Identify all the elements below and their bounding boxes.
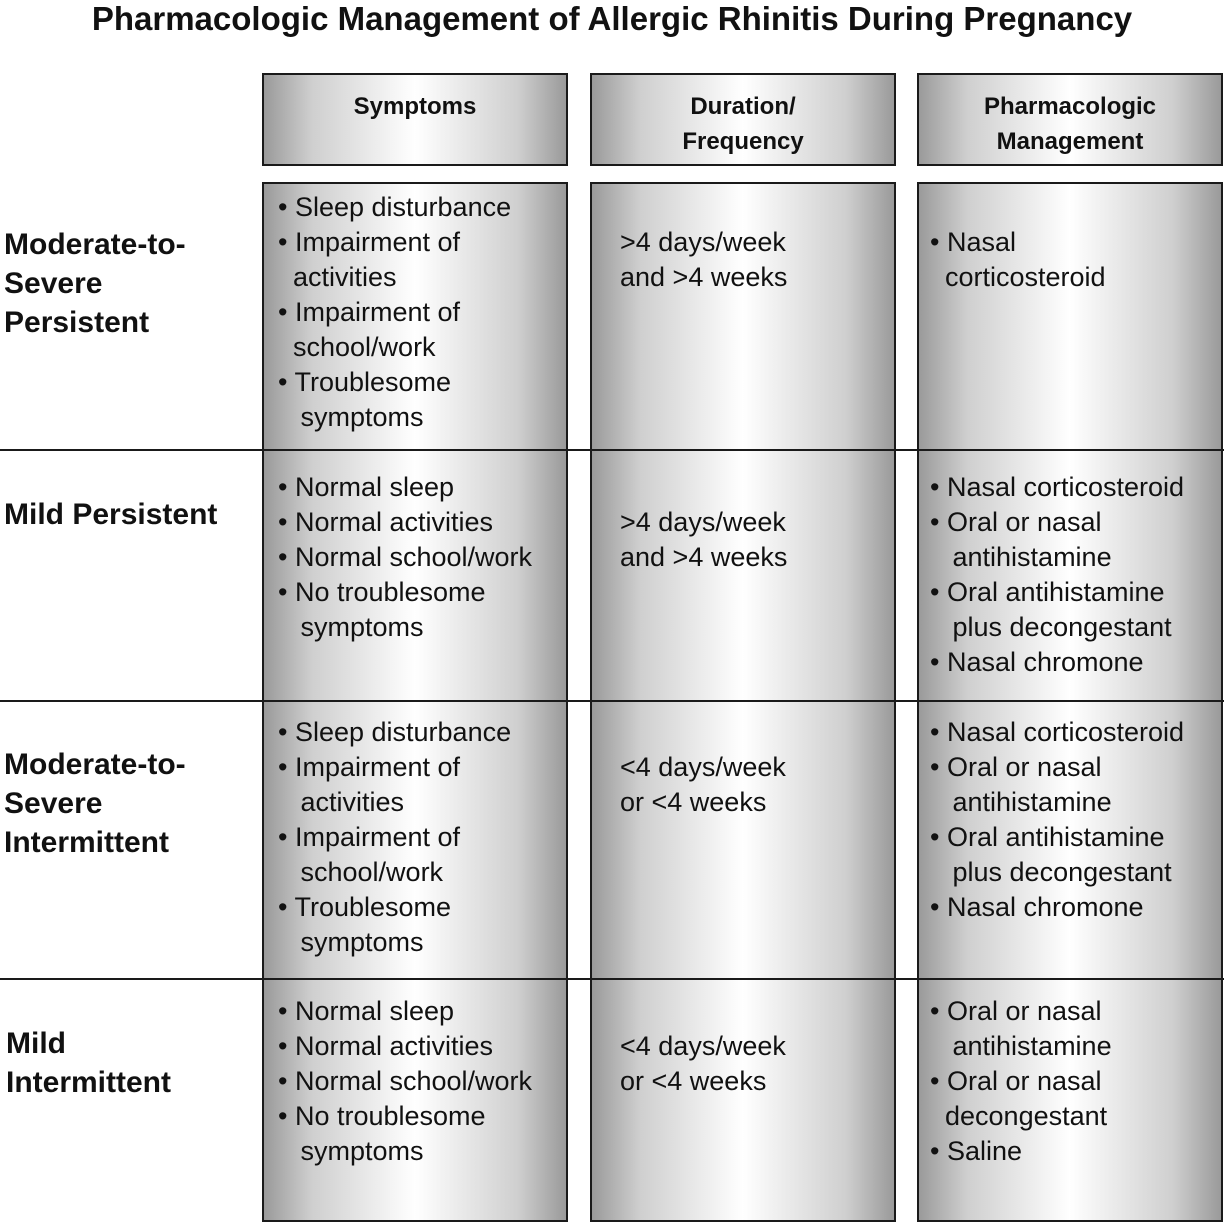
- header-symptoms-label: Symptoms: [353, 93, 477, 120]
- row-label-mild-persistent: Mild Persistent: [4, 498, 218, 531]
- row-divider: [0, 700, 1224, 702]
- symptoms-cell: • Normal sleep • Normal activities • Normal school/work • No troublesome symptoms: [278, 996, 533, 1166]
- header-duration-label: Duration/ Frequency: [682, 93, 804, 155]
- duration-cell: >4 days/week and >4 weeks: [620, 507, 788, 572]
- duration-cell: >4 days/week and >4 weeks: [620, 227, 788, 292]
- row-divider: [0, 978, 1224, 980]
- duration-cell: <4 days/week or <4 weeks: [620, 752, 786, 817]
- management-cell: • Nasal corticosteroid: [930, 227, 1106, 292]
- header-duration-frequency: [590, 73, 896, 166]
- header-pharmacologic-management: [917, 73, 1223, 166]
- header-management-label: Pharmacologic Management: [983, 93, 1157, 155]
- management-cell: • Nasal corticosteroid • Oral or nasal antihistamine • Oral antihistamine plus decongestant • Nasal chromone: [930, 472, 1185, 677]
- management-cell: • Oral or nasal antihistamine • Oral or nasal decongestant • Saline: [930, 996, 1112, 1166]
- symptoms-cell: • Normal sleep • Normal activities • Normal school/work • No troublesome symptoms: [278, 472, 533, 642]
- symptoms-cell: • Sleep disturbance • Impairment of activities • Impairment of school/work • Troublesome symptoms: [278, 192, 512, 432]
- row-label-moderate-severe-persistent: Moderate-to- Severe Persistent: [4, 228, 186, 339]
- management-cell: • Nasal corticosteroid • Oral or nasal antihistamine • Oral antihistamine plus decongestant • Nasal chromone: [930, 717, 1185, 922]
- header-symptoms: [262, 73, 568, 166]
- figure-title: Pharmacologic Management of Allergic Rhinitis During Pregnancy: [91, 0, 1133, 37]
- duration-cell: <4 days/week or <4 weeks: [620, 1031, 786, 1096]
- row-label-moderate-severe-intermittent: Moderate-to- Severe Intermittent: [4, 748, 186, 859]
- row-divider: [0, 449, 1224, 451]
- row-label-mild-intermittent: Mild Intermittent: [6, 1027, 171, 1099]
- symptoms-cell: • Sleep disturbance • Impairment of activities • Impairment of school/work • Troublesome symptoms: [278, 717, 512, 957]
